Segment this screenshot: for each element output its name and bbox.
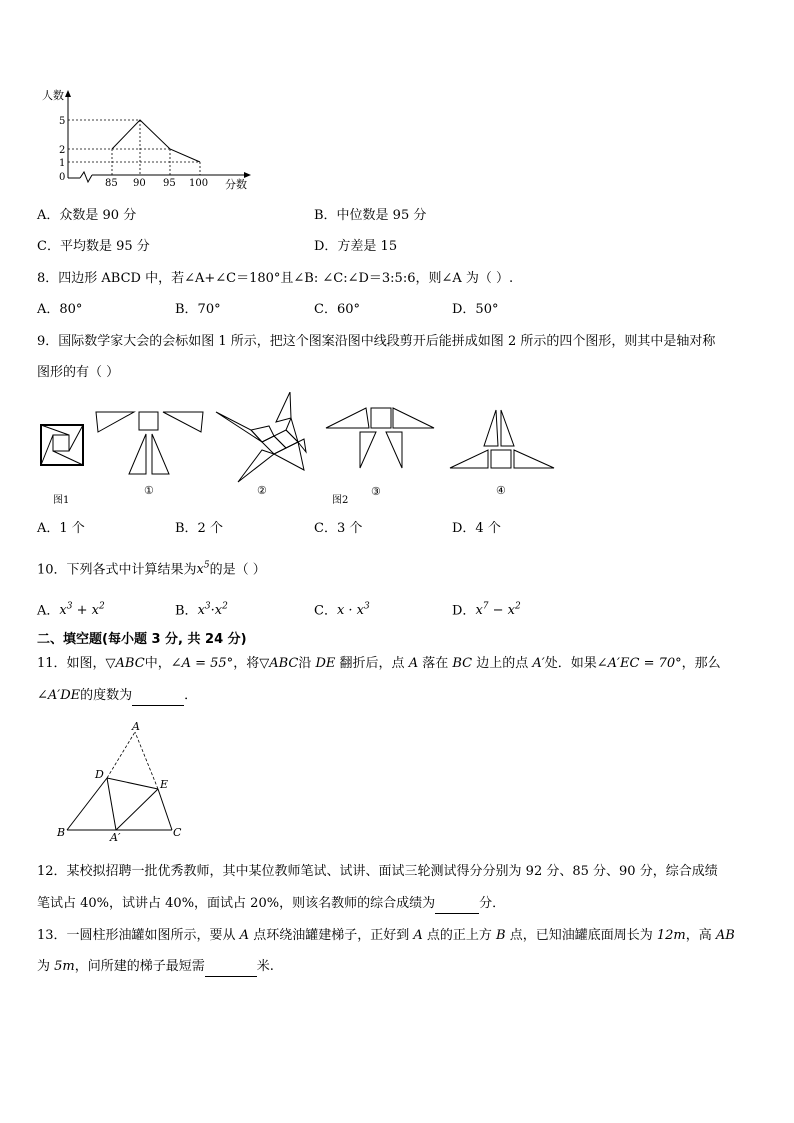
q11-text-line1 xyxy=(37,655,721,673)
figure-label-4: ④ xyxy=(496,484,506,497)
q9-option-b: B．2 个 xyxy=(175,521,223,536)
q11-p6: 落在 xyxy=(422,656,449,671)
q11-bc: BC xyxy=(448,656,477,671)
q10-option-c-label: C． xyxy=(314,603,337,619)
q11-angle-a: ∠A = 55° xyxy=(170,656,234,671)
q10-option-d-expr: $x^7 - x^2$ xyxy=(475,602,521,619)
q13-p3: 点的正上方 xyxy=(426,928,492,943)
q11-triangle-abc: ▽ABC xyxy=(105,656,145,671)
figure-option-4 xyxy=(450,410,554,468)
q11-angle-aec: ∠A′EC = 70° xyxy=(596,656,682,671)
y-tick-2: 2 xyxy=(59,145,66,156)
q10-option-b-label: B． xyxy=(175,603,198,619)
q12-text-line2 xyxy=(37,895,505,914)
x-tick-85: 85 xyxy=(105,178,118,189)
y-tick-1: 1 xyxy=(59,158,66,169)
q10-text-post: 的是（ ） xyxy=(209,562,266,578)
section-2-heading: 二、填空题(每小题 3 分, 共 24 分) xyxy=(37,632,247,647)
q9-text-line1: 9．国际数学家大会的会标如图 1 所示，把这个图案沿图中线段剪开后能拼成如图 2 所示的四个图形，则其中是轴对称 xyxy=(37,334,716,349)
q12-text-line1: 12．某校拟招聘一批优秀教师，其中某位教师笔试、试讲、面试三轮测试得分分别为 92 分、85 分、90 分，综合成绩 xyxy=(37,864,718,879)
q7-option-c: C．平均数是 95 分 xyxy=(37,239,150,254)
figure-option-3 xyxy=(326,408,434,468)
q10-option-c-expr: $x \cdot x^3$ xyxy=(336,602,370,619)
q13-b: B xyxy=(491,928,510,943)
q11-point-a: A xyxy=(404,656,423,671)
q11-p9: ，那么 xyxy=(681,656,721,671)
label-a-prime: A′ xyxy=(110,831,121,842)
label-e: E xyxy=(160,778,169,791)
label-c: C xyxy=(173,826,182,839)
q10-option-a-label: A． xyxy=(37,603,60,619)
q10-option-b-expr: $x^3\cdot x^2$ xyxy=(197,602,228,619)
q11-p10: 的度数为 xyxy=(80,688,133,703)
q11-text-line2 xyxy=(37,687,197,706)
q11-p8: 处．如果 xyxy=(544,656,597,671)
x-tick-100: 100 xyxy=(189,178,209,189)
q11-p1: 11．如图， xyxy=(37,656,106,671)
q12-line2-text: 笔试占 40%，试讲占 40%，面试占 20%，则该名教师的综合成绩为 xyxy=(37,896,436,911)
q10-option-c xyxy=(314,598,370,620)
q10-option-b xyxy=(175,598,228,620)
q10-option-d xyxy=(452,598,521,620)
q8-option-d: D．50° xyxy=(452,302,499,317)
graph-origin: 0 xyxy=(59,172,66,183)
x-tick-90: 90 xyxy=(133,178,146,189)
figure-label-1: ① xyxy=(144,484,154,497)
label-d: D xyxy=(95,768,104,781)
x-tick-95: 95 xyxy=(163,178,176,189)
q10-option-d-label: D． xyxy=(452,603,476,619)
figure-option-2 xyxy=(216,392,306,482)
q13-p6: 为 xyxy=(37,959,51,974)
q8-option-a: A．80° xyxy=(37,302,83,317)
q10-text xyxy=(37,557,266,579)
q13-text-line2 xyxy=(37,958,274,977)
q11-point-a2: A′ xyxy=(528,656,545,671)
q13-a2: A xyxy=(409,928,427,943)
q11-angle-ade: ∠A′DE xyxy=(37,688,81,703)
figure-2-label: 图2 xyxy=(332,495,349,506)
q9-option-a: A．1 个 xyxy=(37,521,85,536)
q13-p8: 米. xyxy=(256,959,274,974)
q11-p11: ． xyxy=(184,688,198,703)
q11-p5: 翻折后，点 xyxy=(339,656,405,671)
figure-label-3: ③ xyxy=(371,485,381,498)
figure-1-pinwheel xyxy=(41,425,83,465)
q13-12m: 12m xyxy=(652,928,686,943)
q7-score-graph xyxy=(40,86,260,191)
q8-text: 8．四边形 ABCD 中，若∠A+∠C＝180°且∠B: ∠C:∠D＝3:5:6，则∠A 为（ ）. xyxy=(37,271,514,286)
q11-answer-blank[interactable] xyxy=(132,687,184,706)
figure-label-2: ② xyxy=(257,484,267,497)
q7-option-a: A．众数是 90 分 xyxy=(37,208,137,223)
q13-a: A xyxy=(235,928,254,943)
q11-p4: 沿 xyxy=(298,656,312,671)
q10-option-a-expr: $x^3 + x^2$ xyxy=(59,602,105,619)
q9-option-d: D．4 个 xyxy=(452,521,501,536)
q13-ab: AB xyxy=(711,928,735,943)
q9-option-c: C．3 个 xyxy=(314,521,363,536)
graph-ylabel: 人数 xyxy=(42,89,64,102)
q13-p1: 13．一圆柱形油罐如图所示，要从 xyxy=(37,928,236,943)
label-b: B xyxy=(57,826,66,839)
q11-p3: ，将 xyxy=(233,656,260,671)
q7-option-b: B．中位数是 95 分 xyxy=(314,208,427,223)
q13-5m: 5m xyxy=(50,959,75,974)
graph-xlabel: 分数 xyxy=(225,178,247,191)
figure-option-1 xyxy=(96,412,203,474)
q10-x5: $x^5$ xyxy=(196,561,210,578)
q13-text-line1 xyxy=(37,927,735,945)
q8-option-c: C．60° xyxy=(314,302,360,317)
q13-p4: 点，已知油罐底面周长为 xyxy=(509,928,653,943)
q13-p2: 点环绕油罐建梯子，正好到 xyxy=(253,928,410,943)
figure-1-label: 图1 xyxy=(53,495,70,506)
q9-figures xyxy=(36,392,566,510)
q11-triangle-figure xyxy=(50,720,200,842)
q9-text-line2: 图形的有（ ） xyxy=(37,365,120,380)
q11-triangle-abc-2: ▽ABC xyxy=(259,656,299,671)
q8-option-b: B．70° xyxy=(175,302,221,317)
q13-p7: ，问所建的梯子最短需 xyxy=(74,959,205,974)
q7-option-d: D．方差是 15 xyxy=(314,239,398,254)
q11-p2: 中， xyxy=(144,656,171,671)
y-tick-5: 5 xyxy=(59,116,66,127)
q13-answer-blank[interactable] xyxy=(205,958,257,977)
label-a: A xyxy=(132,720,140,733)
q12-answer-blank[interactable] xyxy=(435,895,479,914)
q11-de: DE xyxy=(311,656,340,671)
q10-text-pre: 10．下列各式中计算结果为 xyxy=(37,562,197,578)
q13-p5: ，高 xyxy=(685,928,712,943)
q10-option-a xyxy=(37,598,105,620)
q11-p7: 边上的点 xyxy=(476,656,529,671)
q12-line2-tail: 分． xyxy=(479,896,506,911)
